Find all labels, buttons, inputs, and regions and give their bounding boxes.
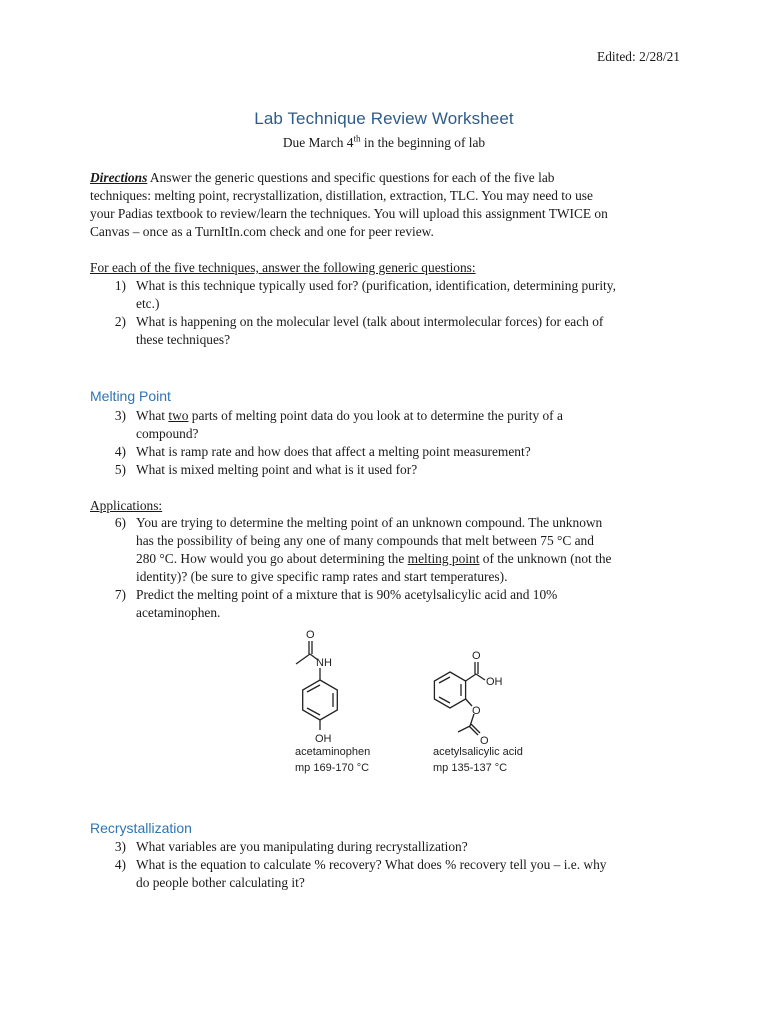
mp-q4-text: What is ramp rate and how does that affect a melting point measurement? (136, 444, 531, 459)
mp-q6-line-3-underlined: melting point (407, 551, 480, 566)
aspirin-ester-o: O (472, 705, 481, 717)
due-date (0, 134, 768, 152)
generic-item-1-line-2: etc.) (136, 296, 160, 311)
recryst-q4-line-1: What is the equation to calculate % recovery? What does % recovery tell you – i.e. why (136, 857, 607, 872)
applications-heading: Applications: (90, 498, 163, 513)
mp-q7-num: 7) (114, 587, 126, 602)
aspirin-mp: mp 135-137 °C (433, 762, 508, 774)
directions-line-4: Canvas – once as a TurnItIn.com check and one for peer review. (90, 224, 434, 239)
acetaminophen-structure (296, 641, 337, 730)
recrystallization-heading: Recrystallization (90, 820, 192, 836)
mp-q3-underlined: two (168, 408, 189, 423)
mp-q6-line-3-post: of the unknown (not the (479, 551, 612, 566)
acetaminophen-carbonyl-o: O (306, 629, 315, 641)
due-sup: th (353, 133, 361, 144)
generic-item-2-line-1: What is happening on the molecular level (talk about intermolecular forces) for each of (136, 314, 604, 329)
generic-item-2-num: 2) (114, 314, 126, 329)
recryst-q3-num: 3) (114, 839, 126, 854)
mp-q7-line-2: acetaminophen. (136, 605, 221, 620)
mp-q6-num: 6) (114, 515, 126, 530)
mp-q6-line-2: has the possibility of being any one of many compounds that melt between 75 °C and (136, 533, 594, 548)
generic-item-1-line-1: What is this technique typically used for? (purification, identification, determining purity, (136, 278, 616, 293)
melting-point-heading: Melting Point (90, 388, 171, 404)
generic-heading: For each of the five techniques, answer the following generic questions: (90, 260, 476, 275)
generic-item-2-line-2: these techniques? (136, 332, 231, 347)
mp-q4-num: 4) (114, 444, 126, 459)
recryst-q4-line-2: do people bother calculating it? (136, 875, 305, 890)
aspirin-name: acetylsalicylic acid (433, 746, 523, 758)
page-title: Lab Technique Review Worksheet (254, 109, 514, 128)
acetaminophen-oh: OH (315, 733, 332, 745)
recryst-q4-num: 4) (114, 857, 126, 872)
mp-q6-line-3-pre: 280 °C. How would you go about determining the (136, 551, 408, 566)
chemical-structures-figure (280, 622, 540, 782)
acetaminophen-nh: NH (316, 657, 332, 669)
mp-q6-line-3 (136, 550, 611, 568)
mp-q3-line-2: compound? (136, 426, 199, 441)
mp-q3-pre: What (136, 408, 169, 423)
generic-item-1-num: 1) (114, 278, 126, 293)
mp-q7-line-1: Predict the melting point of a mixture that is 90% acetylsalicylic acid and 10% (136, 587, 558, 602)
mp-q3-post: parts of melting point data do you look at to determine the purity of a (188, 408, 563, 423)
acetylsalicylic-acid-structure (434, 662, 485, 735)
mp-q5-num: 5) (114, 462, 126, 477)
recryst-q3-text: What variables are you manipulating during recrystallization? (136, 839, 468, 854)
mp-q6-line-1: You are trying to determine the melting point of an unknown compound. The unknown (136, 515, 603, 530)
directions-line-2: techniques: melting point, recrystallization, distillation, extraction, TLC. You may need to use (90, 188, 593, 203)
mp-q5-text: What is mixed melting point and what is it used for? (136, 462, 418, 477)
due-pre: Due March 4 (282, 135, 354, 150)
mp-q3-line-1 (136, 407, 563, 425)
edited-date: Edited: 2/28/21 (597, 49, 680, 64)
aspirin-acetyl-o: O (480, 735, 489, 747)
mp-q3-num: 3) (114, 408, 126, 423)
mp-q6-line-4: identity)? (be sure to give specific ramp rates and start temperatures). (136, 569, 508, 584)
directions-line-3: your Padias textbook to review/learn the techniques. You will upload this assignment TWICE on (90, 206, 608, 221)
acetaminophen-mp: mp 169-170 °C (295, 762, 370, 774)
directions-line-1 (90, 169, 554, 187)
directions-text-1: Answer the generic questions and specific questions for each of the five lab (147, 170, 555, 185)
aspirin-carbonyl-o: O (472, 650, 481, 662)
due-post: in the beginning of lab (360, 135, 486, 150)
directions-label: Directions (90, 170, 148, 185)
acetaminophen-name: acetaminophen (295, 746, 371, 758)
aspirin-oh: OH (486, 676, 503, 688)
